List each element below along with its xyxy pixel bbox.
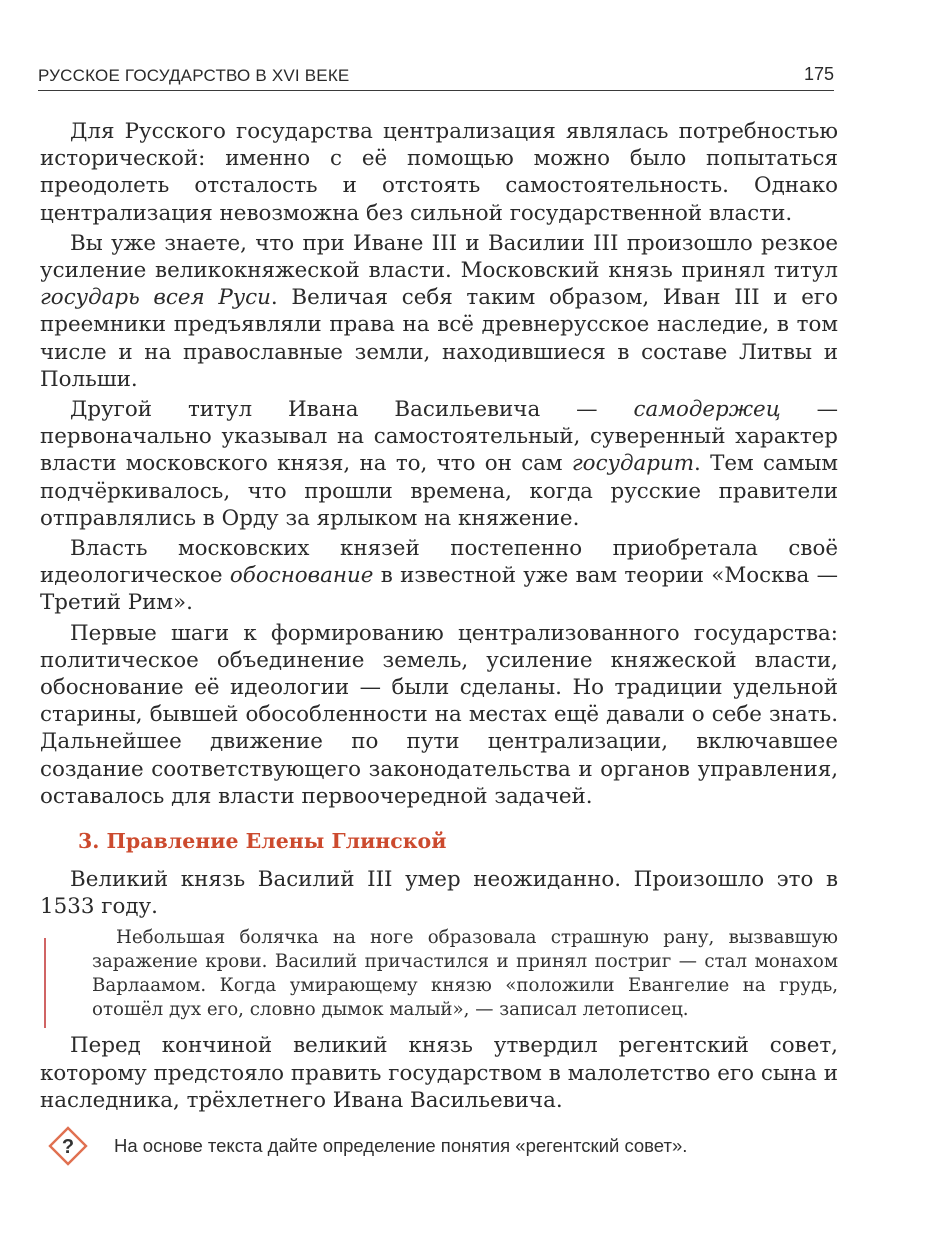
paragraph-ideology: Власть московских князей постепенно приобретала своё идеологическое обоснование в известной уже вам теории «Москва — Третий Рим». bbox=[40, 536, 838, 616]
running-header bbox=[38, 58, 834, 91]
page-body bbox=[40, 118, 838, 1166]
term-samoderzhets: самодержец bbox=[633, 397, 781, 423]
term-gosudarit: государит bbox=[571, 451, 695, 477]
chapter-title: РУССКОЕ ГОСУДАРСТВО В XVI ВЕКЕ bbox=[38, 66, 350, 85]
term-gosudar: государь всея Руси bbox=[40, 285, 271, 311]
paragraph-vasily-death: Великий князь Василий III умер неожиданно. Произошло это в 1533 году. bbox=[40, 867, 838, 920]
paragraph-centralization: Для Русского государства централизация являлась потребностью исторической: именно с её помощью можно было попытаться преодолеть отсталость и отстоять самостоятельность. Однако централизация невозможна без сильной государственной власти. bbox=[40, 119, 838, 226]
term-obosnovanie: обоснование bbox=[229, 563, 374, 589]
paragraph-title-sovereign: Вы уже знаете, что при Иване III и Василии III произошло резкое усиление великокняжеской власти. Московский князь принял титул государь всея Руси. Величая себя таким образом, Иван III и его преемники предъявляли права на всё древнерусское наследие, в том числе и на православные земли, находившиеся в составе Литвы и Польши. bbox=[40, 230, 838, 392]
source-quote-bar bbox=[44, 938, 46, 1028]
source-quote-text: Небольшая болячка на ноге образовала страшную рану, вызвавшую заражение крови. Василий причастился и принял постриг — стал монахом Варлаамом. Когда умирающему князю «положили Евангелие на грудь, отошёл дух его, словно дымок малый», — записал летописец. bbox=[92, 927, 838, 1021]
paragraph-regency-council: Перед кончиной великий князь утвердил регентский совет, которому предстояло править государством в малолетство его сына и наследника, трёхлетнего Ивана Васильевича. bbox=[40, 1033, 838, 1113]
question-icon bbox=[48, 1126, 88, 1166]
paragraph-autocrat: Другой титул Ивана Васильевича — самодержец — первоначально указывал на самостоятельный, суверенный характер власти московского князя, на то, что он сам государит. Тем самым подчёркивалось, что прошли времена, когда русские правители отправлялись в Орду за ярлыком на княжение. bbox=[40, 397, 839, 531]
question-text: На основе текста дайте определение понятия «регентский совет». bbox=[114, 1135, 688, 1157]
question-block bbox=[40, 1124, 838, 1166]
paragraph-first-steps: Первые шаги к формированию централизованного государства: политическое объединение земель, усиление княжеской власти, обоснование её идеологии — были сделаны. Но традиции удельной старины, бывшей обособленности на местах ещё давали о себе знать. Дальнейшее движение по пути централизации, включавшее создание соответствующего законодательства и органов управления, оставалось для власти первоочередной задачей. bbox=[40, 620, 838, 809]
section-heading: 3. Правление Елены Глинской bbox=[78, 829, 447, 854]
page-number: 175 bbox=[803, 64, 834, 84]
question-icon-symbol: ? bbox=[61, 1136, 75, 1159]
source-quote-block bbox=[40, 926, 838, 1022]
